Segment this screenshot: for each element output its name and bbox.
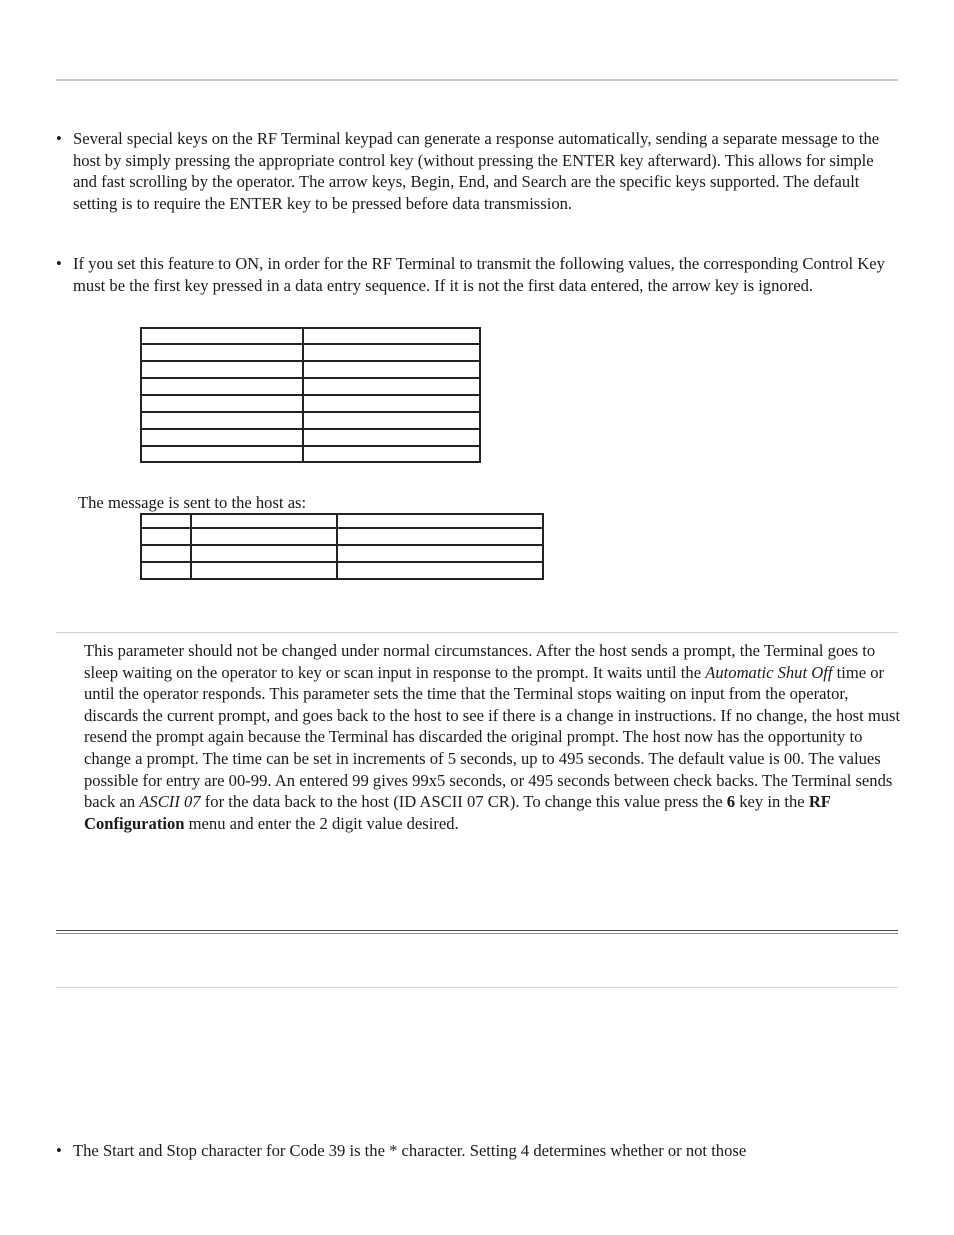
table-cell xyxy=(191,528,337,545)
table-cell xyxy=(141,514,191,528)
table-cell xyxy=(141,328,303,344)
bullet-text: The Start and Stop character for Code 39 is the * character. Setting 4 determines whether or not those xyxy=(73,1141,747,1160)
section-double-rule xyxy=(56,930,898,934)
control-key-table xyxy=(140,327,481,463)
section-rule xyxy=(56,632,898,633)
table-cell xyxy=(191,562,337,579)
table-cell xyxy=(337,514,543,528)
bullet-item xyxy=(56,1140,898,1162)
table-cell xyxy=(303,395,480,412)
host-message-table xyxy=(140,513,544,580)
table-cell xyxy=(141,528,191,545)
table-cell xyxy=(303,378,480,395)
bullet-text: Several special keys on the RF Terminal keypad can generate a response automatically, sending a separate message to the host by simply pressing the appropriate control key (without pressing the ENTER key afterward). This allows for simple and fast scrolling by the operator. The arrow keys, Begin, End, and Search are the specific keys supported. The default setting is to require the ENTER key to be pressed before data transmission. xyxy=(73,129,880,213)
table-cell xyxy=(191,545,337,562)
bold-term: 6 xyxy=(726,792,736,812)
table-cell xyxy=(141,412,303,429)
top-rule xyxy=(56,79,898,81)
body-paragraph xyxy=(84,640,904,834)
italic-term: Automatic Shut Off xyxy=(705,662,833,682)
bullet-text: If you set this feature to ON, in order for the RF Terminal to transmit the following values, the corresponding Control Key must be the first key pressed in a data entry sequence. If it is not the first data entered, the arrow key is ignored. xyxy=(73,254,885,295)
table-cell xyxy=(303,344,480,361)
table-cell xyxy=(141,378,303,395)
table-cell xyxy=(141,429,303,446)
table-cell xyxy=(141,395,303,412)
bullet-item xyxy=(56,128,898,214)
table-cell xyxy=(303,361,480,378)
table-caption: The message is sent to the host as: xyxy=(78,493,307,512)
table-cell xyxy=(303,429,480,446)
table-cell xyxy=(303,412,480,429)
bullet-item xyxy=(56,253,898,296)
table-cell xyxy=(303,446,480,462)
table-cell xyxy=(141,545,191,562)
table-cell xyxy=(303,328,480,344)
paragraph-text: menu and enter the 2 digit value desired. xyxy=(184,813,459,833)
table-cell xyxy=(337,528,543,545)
table-cell xyxy=(141,562,191,579)
bullet-marker: • xyxy=(56,254,62,273)
table-cell xyxy=(191,514,337,528)
paragraph-text: time or until the operator responds. This parameter sets the time that the Terminal stops waiting on input from the operator, discards the current prompt, and goes back to the host to see if there is a change in instructions. If no change, the host must resend the prompt again because the Terminal has discarded the original prompt. The host now has the opportunity to change a prompt. The time can be set in increments of 5 seconds, up to 495 seconds. The default value is 00. The values possible for entry are 00-99. An entered 99 gives 99x5 seconds, or 495 seconds between check backs. The Terminal sends back an xyxy=(84,662,901,812)
paragraph-text: for the data back to the host (ID ASCII 07 CR). To change this value press the xyxy=(200,792,727,812)
table-cell xyxy=(141,361,303,378)
section-rule xyxy=(56,987,898,988)
table-cell xyxy=(141,344,303,361)
bold-term: RF Configuration xyxy=(84,792,831,833)
bullet-marker: • xyxy=(56,129,62,148)
paragraph-text: This parameter should not be changed under normal circumstances. After the host sends a prompt, the Terminal goes to sleep waiting on the operator to key or scan input in response to the prompt. It waits until the xyxy=(84,641,876,682)
table-cell xyxy=(337,562,543,579)
table-cell xyxy=(141,446,303,462)
table-cell xyxy=(337,545,543,562)
paragraph-text: key in the xyxy=(735,792,809,812)
italic-term: ASCII 07 xyxy=(139,792,201,812)
bullet-marker: • xyxy=(56,1141,62,1160)
